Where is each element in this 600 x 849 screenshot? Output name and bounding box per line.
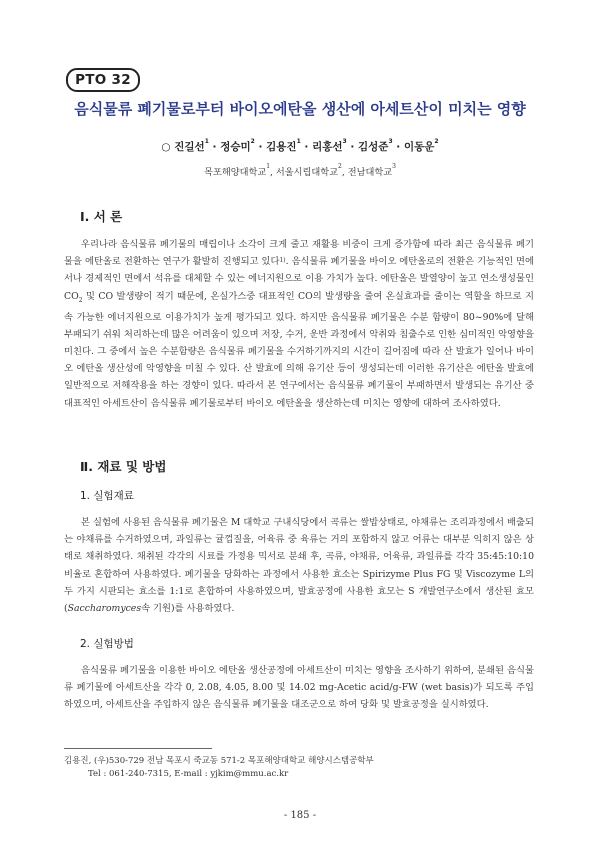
author-list (0, 139, 600, 154)
intro-text-a: 우리나라 음식물류 폐기물의 매립이나 소각이 크게 줄고 재활용 비중이 크게 증가함에 따라 최근 음식물류 폐기물을 에탄올로 전환하는 연구가 활발히 진행되고 있다 (64, 239, 534, 268)
materials-text-a: 본 실험에 사용된 음식물류 폐기물은 M 대학교 구내식당에서 곡류는 쌀밥상태로, 야채류는 조리과정에서 배출되는 야채류를 수거하였으며, 과일류는 귤껍질을, 어육류 중 육류는 거의 포함하지 않고 어류는 대부분 익히지 않은 상태로 채취하였다. 채취된 각각의 시료를 가정용 믹서로 분쇄 후, 곡류, 야채류, 어육류, 과일류를 각각 35:45:10:10 비율로 혼합하여 사용하였다. 폐기물을 당화하는 과정에서 사용한 효소는 Spirizyme Plus FG 및 Viscozyme L의 두 가지 시판되는 효소를 1:1로 혼합하여 사용하였으며, 발효공정에 사용한 효모는 S 개발연구소에서 생산된 효모( (64, 517, 534, 615)
author: 정승미 (220, 141, 251, 153)
author: 김용진 (266, 141, 297, 153)
affiliation: 전남대학교 (347, 167, 393, 178)
author: 이동운 (403, 141, 435, 153)
author: 리홍선 (312, 141, 343, 153)
intro-paragraph (64, 236, 534, 412)
paper-title: 음식물류 폐기물로부터 바이오에탄올 생산에 아세트산이 미치는 영향 (74, 100, 526, 118)
intro-text-b: . 음식물류 폐기물을 바이오 에탄올로의 전환은 기능적인 면에서나 경제적인 면에서 석유를 대체할 수 있는 에너지원으로 이용 가치가 높다. 에탄올은 발열양이 높고 연소생성물인 CO (64, 256, 534, 302)
author: 진길선 (174, 141, 205, 153)
reference-marker: 1) (279, 257, 286, 265)
author-separator: · (396, 141, 401, 153)
author-sup: 3 (342, 138, 347, 145)
affiliation-sup: 3 (392, 163, 396, 170)
subsection-heading-methods: 2. 실험방법 (80, 638, 134, 650)
footnote-rule (64, 748, 212, 749)
subsection-heading-materials: 1. 실험재료 (80, 490, 134, 502)
co2-subscript: 2 (78, 296, 83, 304)
author-separator: · (304, 141, 309, 153)
affiliation-sup: 2 (338, 163, 342, 170)
author-sup: 1 (296, 138, 301, 145)
affiliation: 목포해양대학교 (204, 167, 267, 178)
author-separator: · (212, 141, 217, 153)
author-marker: ○ (161, 141, 171, 153)
author: 김성준 (358, 141, 389, 153)
affiliation-list: 목포해양대학교$^1$, 서울시립대학교$^2$, 전남대학교$^3$ (204, 163, 396, 178)
affiliation-sup: 1 (266, 163, 271, 170)
materials-paragraph (64, 514, 534, 617)
methods-paragraph: 음식물류 폐기물을 이용한 바이오 에탄올 생산공정에 아세트산이 미치는 영향을 조사하기 위하여, 분쇄된 음식물류 폐기물에 아세트산을 각각 0, 2.08, 4.05, 8.00 및 14.02 mg-Acetic acid/g-FW (wet basis)가 되도록 주입하였으며, 아세트산을 주입하지 않은 음식물류 폐기물을 대조군으로 하여 당화 및 발효공정을 실시하였다. (64, 665, 534, 711)
author-sup: 2 (250, 138, 255, 145)
author-sup: 2 (434, 138, 439, 145)
intro-text-c: 및 CO 발생량이 적기 때문에, 온실가스중 대표적인 CO의 발생량을 줄여 온실효과를 줄이는 역할을 하므로 지속 가능한 에너지원으로 이용가치가 높게 평가되고 있다. 하지만 음식물류 폐기물은 수분 함량이 80~90%에 달해 부패되기 쉬워 처리하는데 많은 어려움이 있으며 저장, 수거, 운반 과정에서 악취와 침출수로 인한 심미적인 악영향을 미친다. 그 중에서 높은 수분함량은 음식물류 폐기물을 수거하기까지의 시간이 길어짐에 따라 산 발효가 일어나 바이오 에탄올 생산성에 악영향을 미칠 수 있다. 산 발효에 의해 유기산 등이 생성되는데 이러한 유기산은 에탄올 발효에 일반적으로 저해작용을 하는 경향이 있다. 따라서 본 연구에서는 음식물류 폐기물이 부패하면서 발생되는 유기산 중 대표적인 아세트산이 음식물류 폐기물로부터 바이오 에탄올을 생산하는데 미치는 영향에 대하여 조사하였다. (64, 290, 534, 409)
author-separator: · (258, 141, 263, 153)
affiliation: 서울시립대학교 (275, 167, 339, 178)
author-separator: · (350, 141, 355, 153)
species-name: Saccharomyces (67, 603, 142, 615)
page-number: - 185 - (283, 810, 317, 821)
footnote-address: 김용진, (우)530-729 전남 목포시 죽교동 571-2 목포해양대학교 해양시스템공학부 (64, 756, 374, 766)
author-sup: 3 (388, 138, 393, 145)
footnote-contact: Tel : 061-240-7315, E-mail : yjkim@mmu.ac.kr (88, 769, 289, 779)
section-heading-methods: Ⅱ. 재료 및 방법 (80, 459, 167, 474)
section-heading-intro: Ⅰ. 서 론 (80, 209, 123, 224)
author-sup: 1 (204, 138, 209, 145)
materials-text-b: 속 기원)를 사용하였다. (141, 603, 235, 615)
session-badge: PTO 32 (66, 68, 140, 92)
